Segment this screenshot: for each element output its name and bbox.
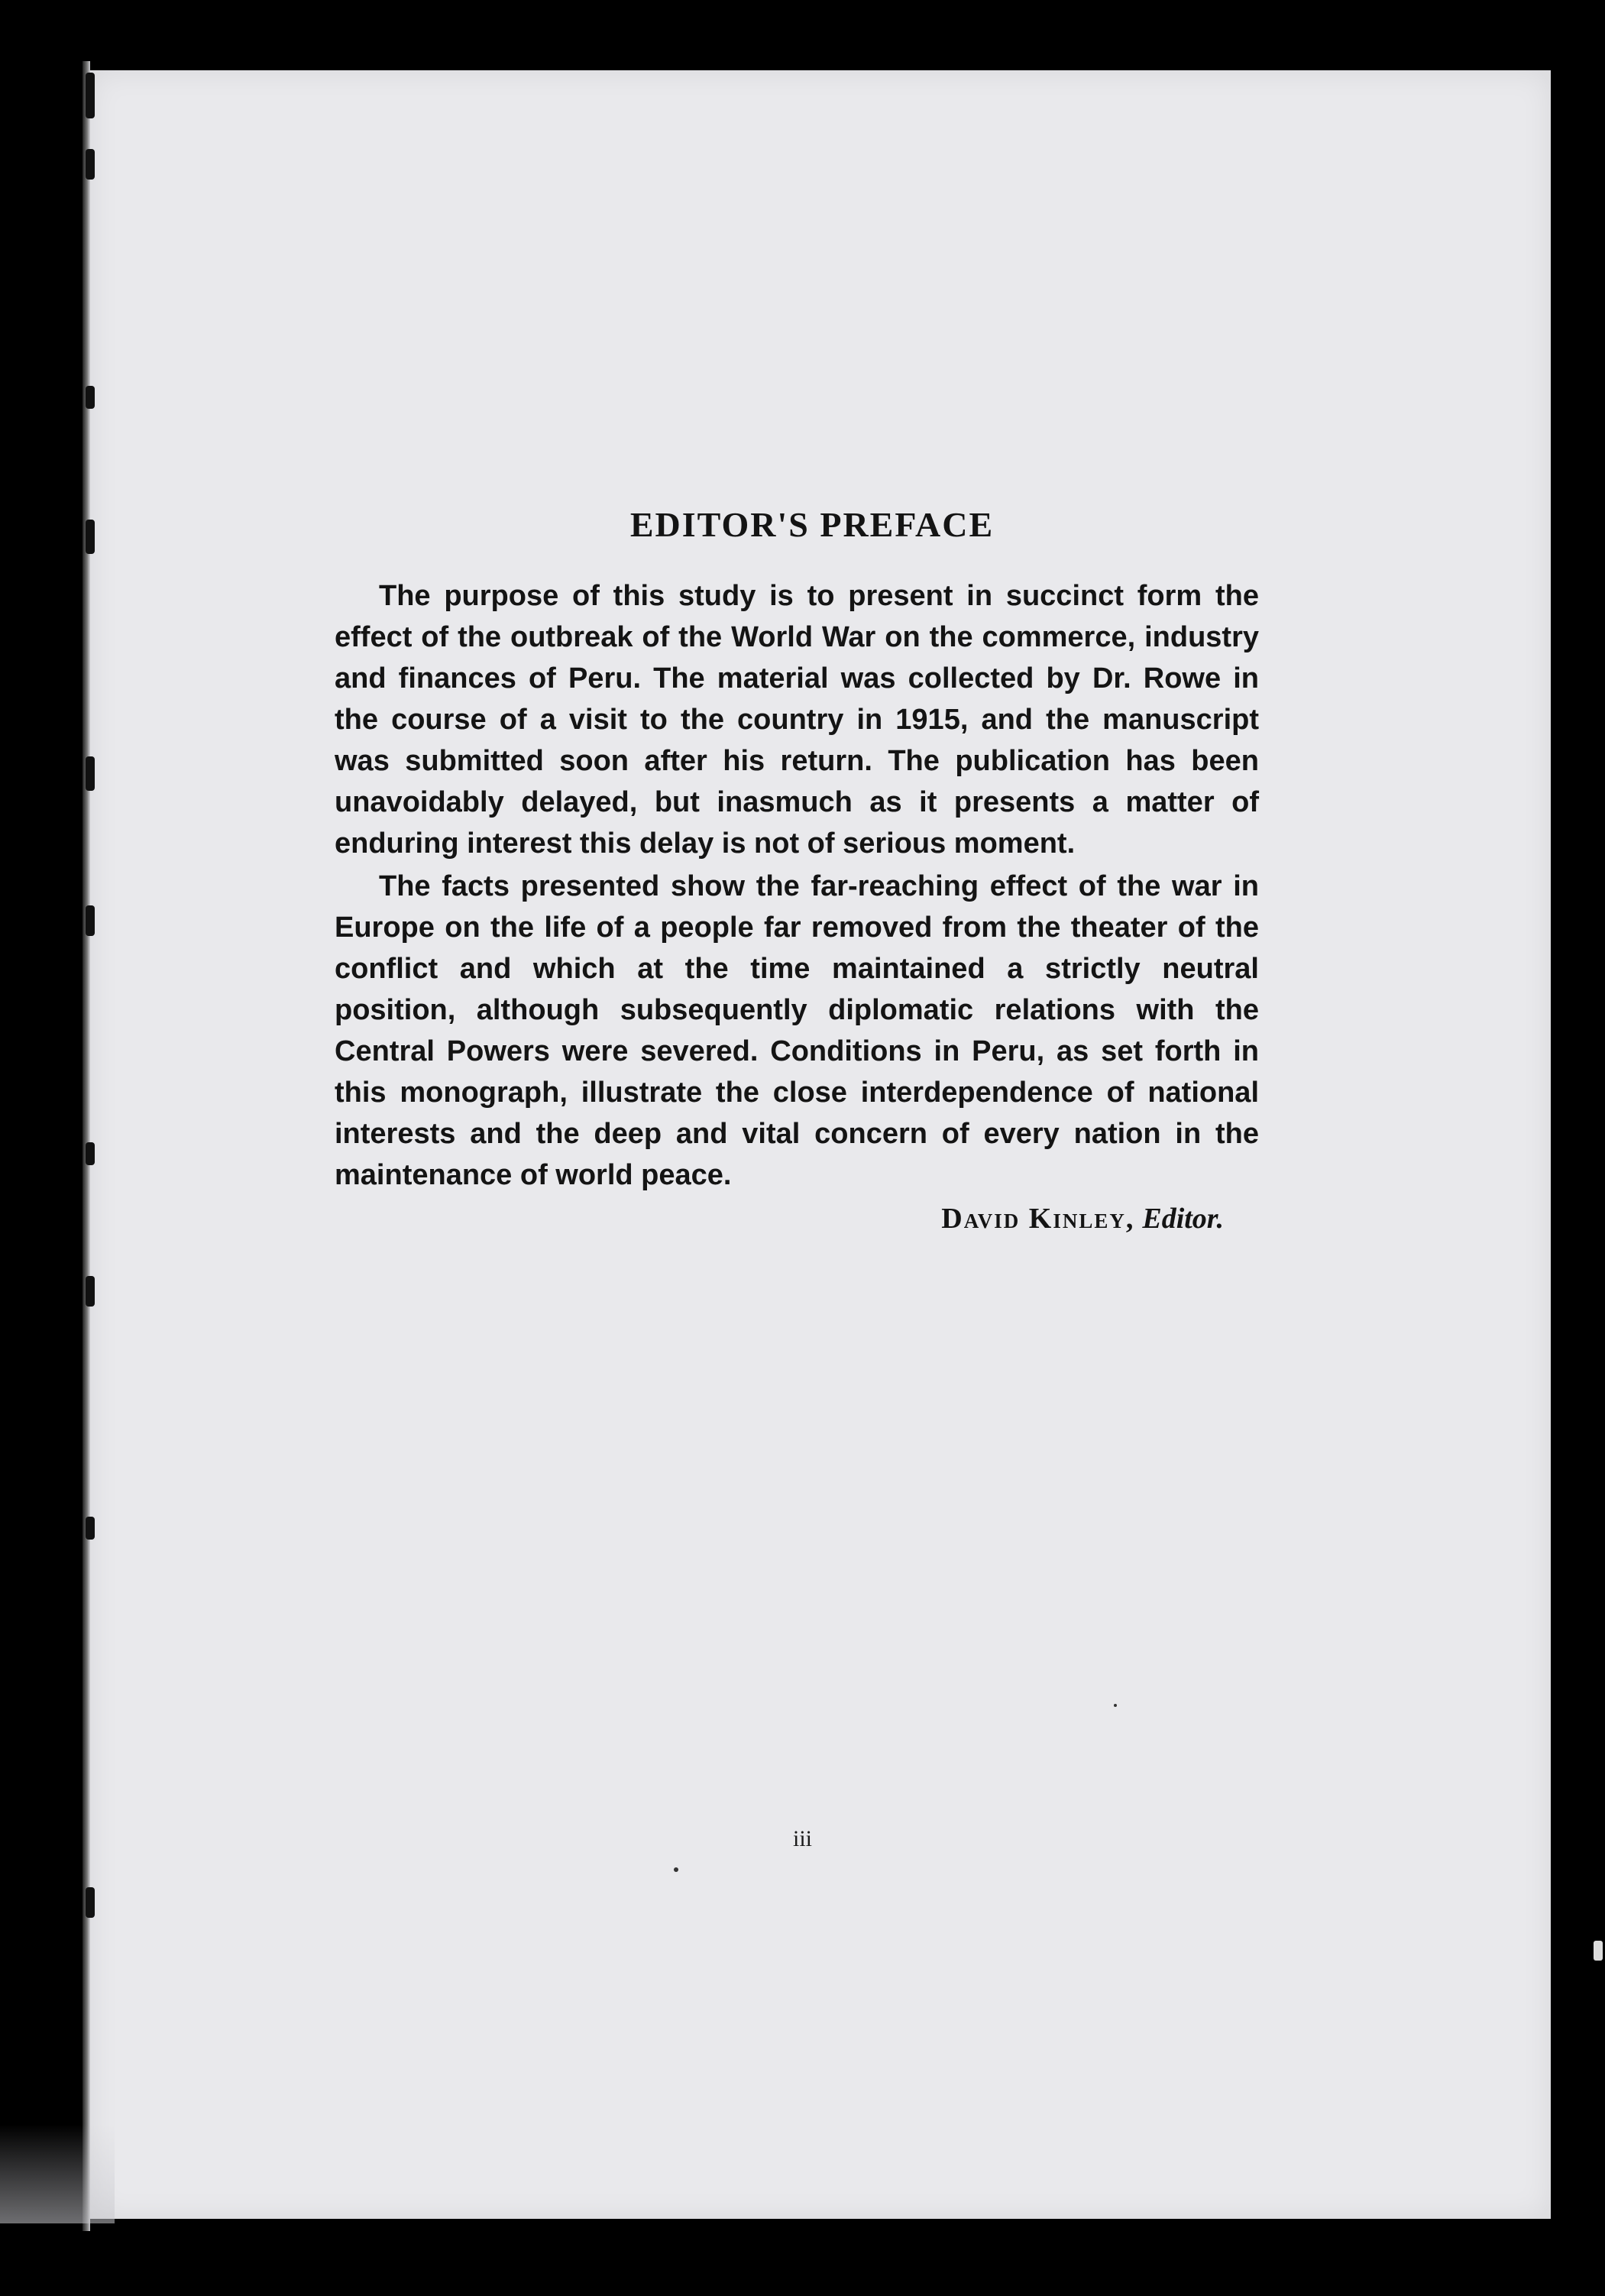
preface-paragraph: The facts presented show the far-reaching effect of the war in Europe on the life of a people far removed from the theater of the conflict and which at the time maintained a strictly neutral position, although subsequently diplomatic relations with the Central Powers were severed. Conditions in Peru, as set forth in this monograph, illustrate the close interdependence of national interests and the deep and vital concern of every nation in the maintenance of world peace. [335, 870, 1259, 1191]
binding-mark [86, 1887, 95, 1918]
binding-mark [86, 386, 95, 409]
binding-mark [86, 149, 95, 180]
scan-artifact [0, 2124, 115, 2223]
preface-paragraph: The purpose of this study is to present in succinct form the effect of the outbreak of the World War on the commerce, industry and finances of Peru. The material was collected by Dr. Rowe in the course of a visit to the country in 1915, and the manuscript was submitted soon after his return. The publication has been unavoidably delayed, but inasmuch as it presents a matter of enduring interest this delay is not of serious moment. [335, 580, 1259, 860]
page-title: EDITOR'S PREFACE [629, 505, 995, 544]
binding-mark [86, 73, 95, 118]
binding-mark [86, 1517, 95, 1540]
scan-speck [1594, 1941, 1603, 1961]
scan-speck [674, 1867, 678, 1872]
binding-mark [86, 520, 95, 554]
page-number: iii [792, 1826, 812, 1851]
binding-mark [86, 905, 95, 936]
editor-signature [335, 1202, 1259, 1235]
binding-mark [86, 1142, 95, 1165]
binding-mark [86, 1276, 95, 1307]
editor-role: Editor. [1142, 1203, 1224, 1235]
scan-speck [1114, 1704, 1117, 1707]
binding-mark [86, 756, 95, 791]
preface-content [335, 504, 1259, 1235]
editor-name: David Kinley, [941, 1203, 1135, 1235]
